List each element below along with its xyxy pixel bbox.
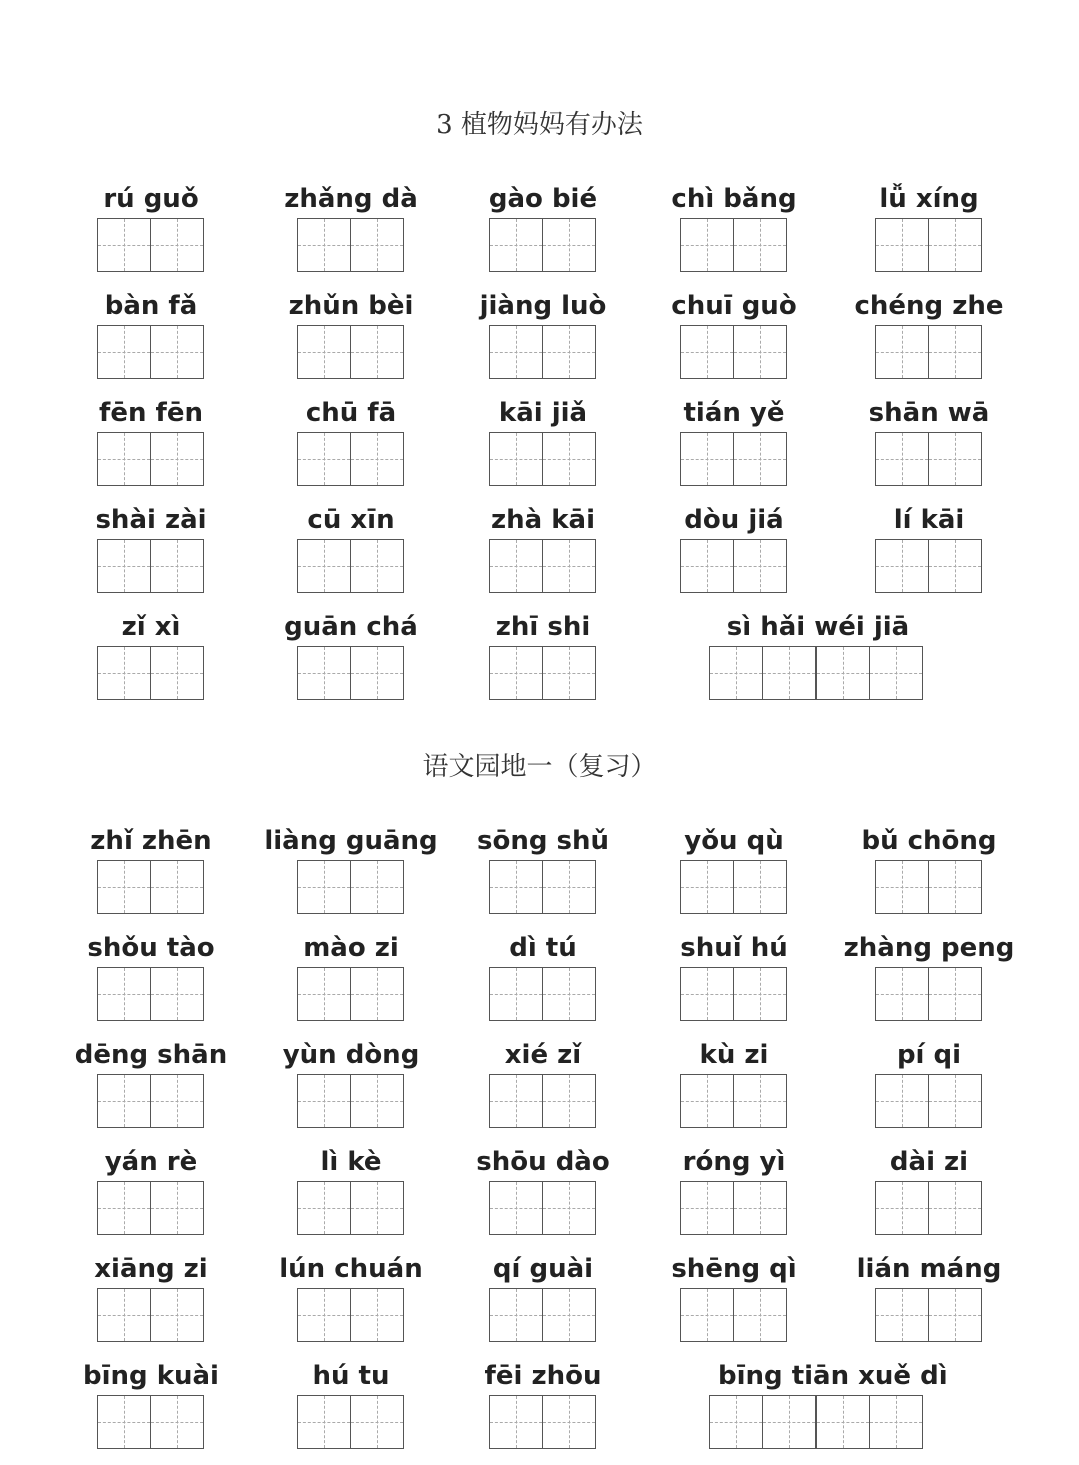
character-writing-grid[interactable] [97, 325, 202, 379]
pinyin-label: gào bié [488, 184, 598, 214]
character-writing-grid[interactable] [97, 539, 202, 593]
grid-cell[interactable] [928, 325, 982, 379]
character-writing-grid[interactable] [680, 432, 785, 486]
grid-cell[interactable] [150, 539, 204, 593]
grid-cell[interactable] [489, 967, 543, 1021]
pinyin-label: pí qi [896, 1040, 962, 1070]
grid-cell[interactable] [489, 1074, 543, 1128]
grid-cell[interactable] [150, 646, 204, 700]
character-writing-grid[interactable] [297, 539, 402, 593]
pinyin-label: lún chuán [279, 1254, 423, 1284]
grid-cell[interactable] [680, 1074, 734, 1128]
grid-cell[interactable] [489, 1181, 543, 1235]
character-writing-grid[interactable] [489, 1288, 594, 1342]
grid-cell[interactable] [542, 432, 596, 486]
grid-cell[interactable] [733, 860, 787, 914]
grid-cell[interactable] [150, 967, 204, 1021]
grid-cell[interactable] [733, 1288, 787, 1342]
character-writing-grid[interactable] [297, 1288, 402, 1342]
grid-cell[interactable] [97, 1395, 151, 1449]
pinyin-label: bīng kuài [83, 1361, 219, 1391]
grid-cell[interactable] [350, 1395, 404, 1449]
character-writing-grid[interactable] [875, 432, 980, 486]
character-writing-grid[interactable] [97, 646, 202, 700]
grid-cell[interactable] [350, 1074, 404, 1128]
grid-cell[interactable] [97, 860, 151, 914]
character-writing-grid[interactable] [97, 1074, 202, 1128]
grid-cell[interactable] [97, 646, 151, 700]
pinyin-label: chéng zhe [854, 291, 1004, 321]
pinyin-label: zhǎng dà [284, 184, 418, 214]
grid-cell[interactable] [928, 1074, 982, 1128]
grid-cell[interactable] [489, 432, 543, 486]
grid-cell[interactable] [297, 1395, 351, 1449]
grid-cell[interactable] [542, 539, 596, 593]
pinyin-label: shōu dào [476, 1147, 610, 1177]
character-writing-grid[interactable] [97, 967, 202, 1021]
grid-cell[interactable] [297, 967, 351, 1021]
grid-cell[interactable] [816, 646, 870, 700]
character-writing-grid[interactable] [489, 1395, 594, 1449]
character-writing-grid[interactable] [97, 860, 202, 914]
pinyin-label: yùn dòng [282, 1040, 420, 1070]
character-writing-grid[interactable] [680, 1288, 785, 1342]
pinyin-label: zhǐ zhēn [90, 826, 212, 856]
character-writing-grid[interactable] [489, 860, 594, 914]
pinyin-label: zhī shi [495, 612, 591, 642]
character-writing-grid[interactable] [875, 218, 980, 272]
grid-cell[interactable] [875, 325, 929, 379]
grid-cell[interactable] [928, 539, 982, 593]
character-writing-grid[interactable] [297, 860, 402, 914]
grid-cell[interactable] [489, 325, 543, 379]
character-writing-grid[interactable] [97, 1395, 202, 1449]
grid-cell[interactable] [869, 1395, 923, 1449]
grid-cell[interactable] [709, 1395, 763, 1449]
grid-cell[interactable] [680, 325, 734, 379]
grid-cell[interactable] [762, 1395, 816, 1449]
grid-cell[interactable] [297, 325, 351, 379]
pinyin-label: chuī guò [671, 291, 797, 321]
grid-cell[interactable] [928, 432, 982, 486]
pinyin-label: shǒu tào [87, 933, 215, 963]
section-2-title: 语文园地一（复习） [422, 752, 657, 782]
grid-cell[interactable] [150, 218, 204, 272]
character-writing-grid[interactable] [489, 539, 594, 593]
grid-cell[interactable] [542, 967, 596, 1021]
character-writing-grid[interactable] [489, 1181, 594, 1235]
pinyin-label: lì kè [320, 1147, 382, 1177]
grid-cell[interactable] [489, 218, 543, 272]
grid-cell[interactable] [680, 1181, 734, 1235]
grid-cell[interactable] [680, 432, 734, 486]
character-writing-grid[interactable] [680, 1074, 785, 1128]
character-writing-grid[interactable] [297, 325, 402, 379]
pinyin-label: mào zi [303, 933, 399, 963]
grid-cell[interactable] [150, 1074, 204, 1128]
grid-cell[interactable] [869, 646, 923, 700]
pinyin-label: jiàng luò [479, 291, 607, 321]
grid-cell[interactable] [350, 1181, 404, 1235]
grid-cell[interactable] [680, 967, 734, 1021]
pinyin-label: bīng tiān xuě dì [718, 1361, 948, 1391]
grid-cell[interactable] [542, 860, 596, 914]
grid-cell[interactable] [875, 1181, 929, 1235]
pinyin-label: fēi zhōu [484, 1361, 602, 1391]
grid-cell[interactable] [97, 1181, 151, 1235]
grid-cell[interactable] [733, 1074, 787, 1128]
character-writing-grid[interactable] [489, 325, 594, 379]
grid-cell[interactable] [150, 1395, 204, 1449]
grid-cell[interactable] [733, 432, 787, 486]
pinyin-label: lí kāi [893, 505, 965, 535]
pinyin-label: tián yě [683, 398, 785, 428]
character-writing-grid[interactable] [97, 218, 202, 272]
grid-cell[interactable] [97, 325, 151, 379]
grid-cell[interactable] [875, 218, 929, 272]
pinyin-label: yán rè [104, 1147, 198, 1177]
character-writing-grid[interactable] [680, 539, 785, 593]
character-writing-grid[interactable] [297, 1181, 402, 1235]
grid-cell[interactable] [297, 1181, 351, 1235]
character-writing-grid[interactable] [489, 1074, 594, 1128]
pinyin-label: róng yì [682, 1147, 786, 1177]
grid-cell[interactable] [875, 1074, 929, 1128]
character-writing-grid[interactable] [680, 860, 785, 914]
character-writing-grid[interactable] [489, 646, 594, 700]
grid-cell[interactable] [928, 860, 982, 914]
grid-cell[interactable] [150, 860, 204, 914]
pinyin-label: zhà kāi [491, 505, 595, 535]
pinyin-label: liàng guāng [264, 826, 438, 856]
grid-cell[interactable] [97, 1288, 151, 1342]
pinyin-label: guān chá [284, 612, 418, 642]
section-1-title: 3 植物妈妈有办法 [436, 110, 643, 140]
grid-cell[interactable] [542, 1395, 596, 1449]
grid-cell[interactable] [97, 432, 151, 486]
grid-cell[interactable] [97, 1074, 151, 1128]
character-writing-grid[interactable] [97, 432, 202, 486]
grid-cell[interactable] [489, 1395, 543, 1449]
grid-cell[interactable] [297, 1288, 351, 1342]
grid-cell[interactable] [350, 967, 404, 1021]
grid-cell[interactable] [150, 325, 204, 379]
grid-cell[interactable] [542, 1181, 596, 1235]
grid-cell[interactable] [489, 1288, 543, 1342]
pinyin-label: shān wā [868, 398, 990, 428]
grid-cell[interactable] [762, 646, 816, 700]
grid-cell[interactable] [150, 432, 204, 486]
character-writing-grid[interactable] [489, 218, 594, 272]
pinyin-label: kāi jiǎ [498, 398, 588, 428]
grid-cell[interactable] [350, 432, 404, 486]
grid-cell[interactable] [733, 539, 787, 593]
pinyin-label: qí guài [492, 1254, 594, 1284]
pinyin-label: lián máng [856, 1254, 1002, 1284]
pinyin-label: xié zǐ [504, 1040, 582, 1070]
grid-cell[interactable] [350, 218, 404, 272]
grid-cell[interactable] [816, 1395, 870, 1449]
character-writing-grid[interactable] [680, 1181, 785, 1235]
grid-cell[interactable] [297, 860, 351, 914]
grid-cell[interactable] [680, 1288, 734, 1342]
pinyin-label: dì tú [509, 933, 577, 963]
pinyin-label: yǒu qù [684, 826, 784, 856]
pinyin-label: chì bǎng [671, 184, 797, 214]
grid-cell[interactable] [542, 218, 596, 272]
grid-cell[interactable] [297, 218, 351, 272]
grid-cell[interactable] [350, 539, 404, 593]
grid-cell[interactable] [350, 646, 404, 700]
grid-cell[interactable] [875, 967, 929, 1021]
pinyin-label: cū xīn [307, 505, 395, 535]
grid-cell[interactable] [733, 325, 787, 379]
grid-cell[interactable] [350, 1288, 404, 1342]
pinyin-label: zhǔn bèi [288, 291, 414, 321]
grid-cell[interactable] [875, 432, 929, 486]
grid-cell[interactable] [489, 646, 543, 700]
grid-cell[interactable] [97, 539, 151, 593]
grid-cell[interactable] [489, 539, 543, 593]
grid-cell[interactable] [733, 1181, 787, 1235]
pinyin-label: xiāng zi [94, 1254, 208, 1284]
grid-cell[interactable] [875, 539, 929, 593]
pinyin-label: dòu jiá [684, 505, 784, 535]
grid-cell[interactable] [680, 860, 734, 914]
grid-cell[interactable] [733, 967, 787, 1021]
character-writing-grid[interactable] [709, 646, 921, 700]
character-writing-grid[interactable] [489, 967, 594, 1021]
pinyin-label: dēng shān [74, 1040, 228, 1070]
grid-cell[interactable] [733, 218, 787, 272]
pinyin-label: bǔ chōng [861, 826, 997, 856]
character-writing-grid[interactable] [297, 967, 402, 1021]
grid-cell[interactable] [875, 1288, 929, 1342]
pinyin-label: sōng shǔ [476, 826, 609, 856]
character-writing-grid[interactable] [297, 432, 402, 486]
pinyin-label: kù zi [699, 1040, 769, 1070]
grid-cell[interactable] [928, 1181, 982, 1235]
pinyin-label: lǚ xíng [879, 184, 979, 214]
character-writing-grid[interactable] [875, 325, 980, 379]
character-writing-grid[interactable] [297, 218, 402, 272]
pinyin-label: dài zi [889, 1147, 969, 1177]
pinyin-label: shài zài [95, 505, 207, 535]
character-writing-grid[interactable] [297, 1074, 402, 1128]
grid-cell[interactable] [709, 646, 763, 700]
character-writing-grid[interactable] [875, 1074, 980, 1128]
grid-cell[interactable] [297, 539, 351, 593]
character-writing-grid[interactable] [875, 967, 980, 1021]
pinyin-label: bàn fǎ [104, 291, 198, 321]
grid-cell[interactable] [680, 218, 734, 272]
grid-cell[interactable] [297, 1074, 351, 1128]
grid-cell[interactable] [928, 218, 982, 272]
character-writing-grid[interactable] [680, 218, 785, 272]
character-writing-grid[interactable] [680, 967, 785, 1021]
pinyin-label: hú tu [312, 1361, 390, 1391]
grid-cell[interactable] [97, 967, 151, 1021]
grid-cell[interactable] [489, 860, 543, 914]
pinyin-label: shuǐ hú [680, 933, 788, 963]
grid-cell[interactable] [542, 1288, 596, 1342]
character-writing-grid[interactable] [875, 1288, 980, 1342]
character-writing-grid[interactable] [875, 539, 980, 593]
grid-cell[interactable] [150, 1181, 204, 1235]
grid-cell[interactable] [150, 1288, 204, 1342]
character-writing-grid[interactable] [709, 1395, 921, 1449]
grid-cell[interactable] [928, 967, 982, 1021]
character-writing-grid[interactable] [297, 646, 402, 700]
grid-cell[interactable] [542, 646, 596, 700]
pinyin-label: zǐ xì [121, 612, 181, 642]
character-writing-grid[interactable] [97, 1181, 202, 1235]
character-writing-grid[interactable] [875, 860, 980, 914]
grid-cell[interactable] [97, 218, 151, 272]
pinyin-label: fēn fēn [99, 398, 203, 428]
grid-cell[interactable] [350, 325, 404, 379]
character-writing-grid[interactable] [97, 1288, 202, 1342]
pinyin-label: sì hǎi wéi jiā [726, 612, 910, 642]
pinyin-label: shēng qì [671, 1254, 797, 1284]
pinyin-label: rú guǒ [103, 184, 199, 214]
grid-cell[interactable] [680, 539, 734, 593]
pinyin-label: zhàng peng [843, 933, 1015, 963]
pinyin-label: chū fā [305, 398, 397, 428]
character-writing-grid[interactable] [297, 1395, 402, 1449]
grid-cell[interactable] [928, 1288, 982, 1342]
grid-cell[interactable] [875, 860, 929, 914]
grid-cell[interactable] [542, 1074, 596, 1128]
character-writing-grid[interactable] [489, 432, 594, 486]
grid-cell[interactable] [542, 325, 596, 379]
character-writing-grid[interactable] [875, 1181, 980, 1235]
grid-cell[interactable] [350, 860, 404, 914]
grid-cell[interactable] [297, 432, 351, 486]
character-writing-grid[interactable] [680, 325, 785, 379]
grid-cell[interactable] [297, 646, 351, 700]
